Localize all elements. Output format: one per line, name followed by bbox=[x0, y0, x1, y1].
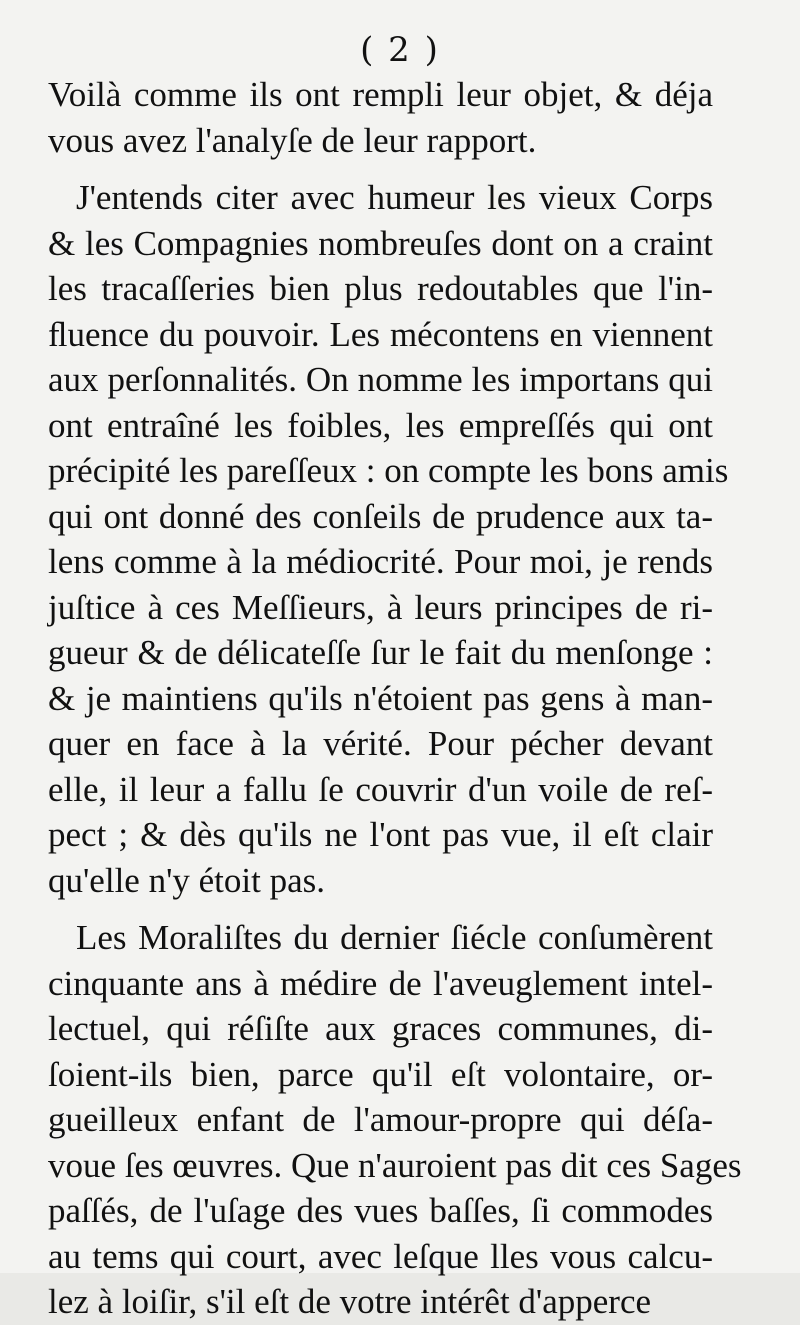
paragraph-3 bbox=[48, 915, 742, 1325]
text-line: aux perſonnalités. On nomme les importans qui bbox=[48, 360, 713, 399]
text-line: paſſés, de l'uſage des vues baſſes, ſi commodes bbox=[48, 1191, 713, 1230]
text-line: ſoient-ils bien, parce qu'il eſt volontaire, or- bbox=[48, 1054, 713, 1094]
text-line: au tems qui court, avec leſque lles vous calcu- bbox=[48, 1236, 713, 1276]
text-line: J'entends citer avec humeur les vieux Corps bbox=[76, 178, 713, 217]
text-line: Voilà comme ils ont rempli leur objet, & déja bbox=[48, 75, 713, 114]
text-line: Les Moraliſtes du dernier ſiécle conſumèrent bbox=[76, 918, 713, 957]
text-line: qui ont donné des conſeils de prudence aux ta- bbox=[48, 496, 713, 536]
paragraph-1 bbox=[48, 72, 713, 163]
text-line: les tracaſſeries bien plus redoutables que l'in- bbox=[48, 269, 713, 308]
page-number: ( 2 ) bbox=[360, 30, 440, 70]
text-line: voue ſes œuvres. Que n'auroient pas dit ces Sages bbox=[48, 1145, 742, 1185]
text-line: quer en face à la vérité. Pour pécher devant bbox=[48, 724, 713, 763]
text-line: ﬂuence du pouvoir. Les mécontens en viennent bbox=[48, 314, 713, 354]
paragraph-2 bbox=[48, 175, 729, 903]
text-line: cinquante ans à médire de l'aveuglement intel- bbox=[48, 963, 713, 1003]
text-line: elle, il leur a fallu ſe couvrir d'un voile de reſ- bbox=[48, 769, 713, 809]
text-line: pect ; & dès qu'ils ne l'ont pas vue, il eſt clair bbox=[48, 815, 713, 854]
text-line: gueilleux enfant de l'amour-propre qui déſa- bbox=[48, 1100, 713, 1139]
text-line: qu'elle n'y étoit pas. bbox=[48, 860, 325, 900]
text-line: ont entraîné les foibles, les empreſſés qui ont bbox=[48, 405, 713, 445]
text-line: & les Compagnies nombreuſes dont on a craint bbox=[48, 223, 713, 263]
body-text bbox=[48, 72, 742, 1325]
text-line: juſtice à ces Meſſieurs, à leurs principes de ri- bbox=[48, 587, 713, 627]
text-line: gueur & de délicateſſe ſur le fait du menſonge : bbox=[48, 633, 713, 672]
text-line: vous avez l'analyſe de leur rapport. bbox=[48, 120, 537, 160]
text-line: lectuel, qui réſiſte aux graces communes, di- bbox=[48, 1009, 713, 1048]
text-line: précipité les pareſſeux : on compte les bons amis bbox=[48, 451, 729, 490]
text-line: & je maintiens qu'ils n'étoient pas gens à man- bbox=[48, 678, 713, 718]
text-line: lens comme à la médiocrité. Pour moi, je rends bbox=[48, 542, 713, 581]
text-line: lez à loiſir, s'il eſt de votre intérêt d'apperce bbox=[48, 1282, 652, 1321]
